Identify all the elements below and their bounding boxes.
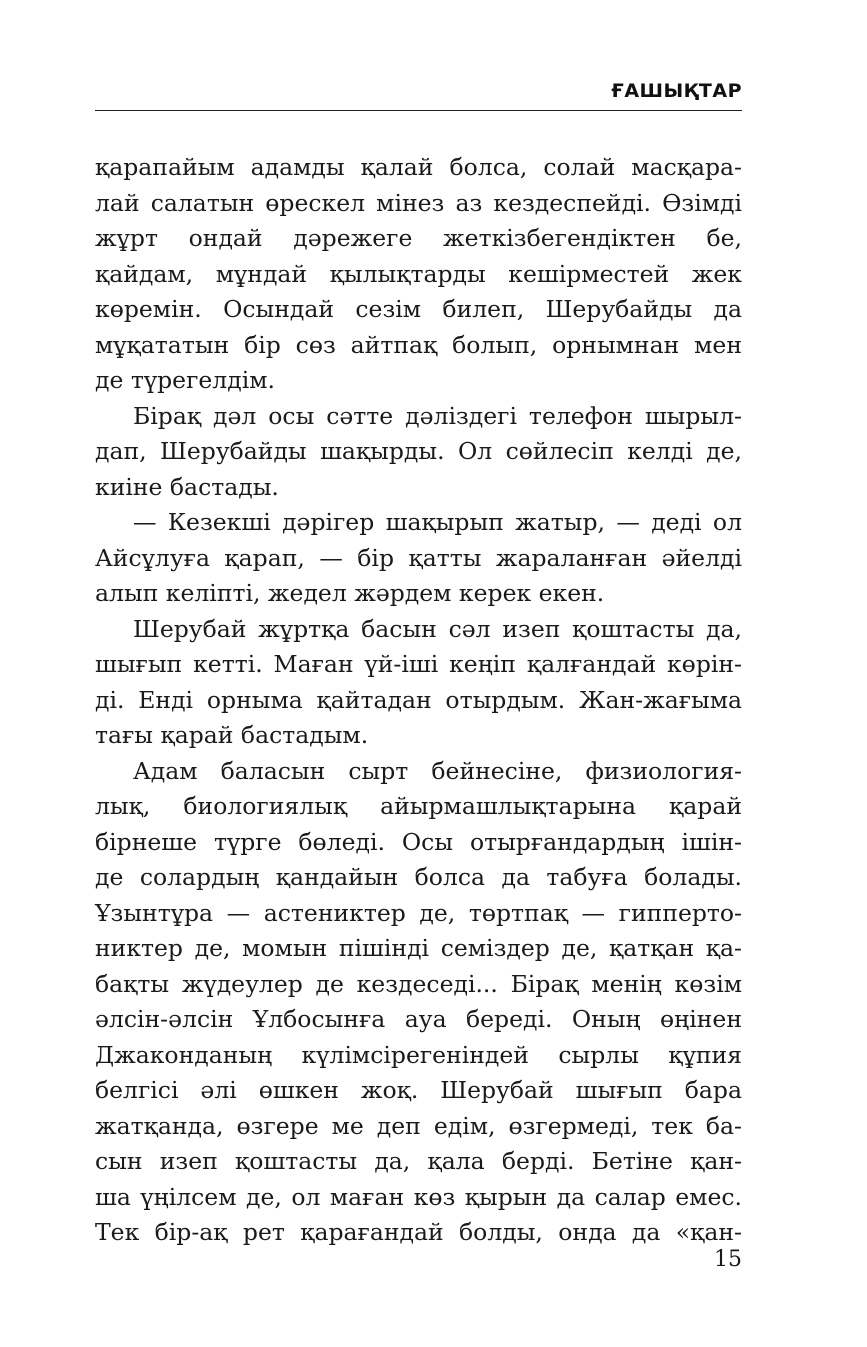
text-line: Джаконданың күлімсірегеніндей сырлы құпия — [95, 1040, 742, 1069]
header-rule — [95, 110, 742, 111]
text-line: ді. Енді орныма қайтадан отырдым. Жан-жағыма — [95, 685, 742, 714]
text-line: бақты жүдеулер де кездеседі... Бірақ менің көзім — [95, 969, 742, 998]
text-line: дап, Шерубайды шақырды. Ол сөйлесіп келді де, — [95, 437, 742, 465]
text-line: Ұзынтұра — астениктер де, төртпақ — гипперто- — [95, 898, 742, 927]
text-line: сын изеп қоштасты да, қала берді. Бетіне қан- — [95, 1147, 742, 1175]
text-line: Тек бір-ақ рет қарағандай болды, онда да «қан- — [95, 1218, 742, 1246]
body-text — [95, 150, 742, 1251]
text-line: әлсін-әлсін Ұлбосынға ауа береді. Оның өңінен — [95, 1005, 742, 1033]
text-line: — Кезекші дәрігер шақырып жатыр, — деді ол — [133, 508, 742, 536]
text-line: қайдам, мұндай қылықтарды кешірместей жек — [95, 259, 742, 288]
text-line: ша үңілсем де, ол маған көз қырын да салар емес. — [95, 1182, 742, 1211]
text-line: Айсұлуға қарап, — бір қатты жараланған әйелді — [95, 543, 742, 572]
running-head: ҒАШЫҚТАР — [611, 80, 742, 102]
text-line: бірнеше түрге бөледі. Осы отырғандардың ішін- — [95, 827, 742, 856]
text-line: Шерубай жұртқа басын сәл изеп қоштасты да, — [133, 614, 742, 643]
text-line: көремін. Осындай сезім билеп, Шерубайды да — [95, 295, 742, 323]
text-line: Бірақ дәл осы сәтте дәліздегі телефон шырыл- — [133, 401, 742, 430]
text-line: де солардың қандайын болса да табуға болады. — [95, 863, 742, 891]
text-line: алып келіпті, жедел жәрдем керек екен. — [95, 579, 605, 607]
text-line: шығып кетті. Маған үй-іші кеңіп қалғандай көрін- — [95, 650, 742, 678]
text-line: тағы қарай бастадым. — [95, 721, 369, 749]
text-line: жұрт ондай дәрежеге жеткізбегендіктен бе, — [95, 224, 742, 252]
text-line: Адам баласын сырт бейнесіне, физиология- — [133, 756, 742, 785]
text-line: лай салатын өрескел мінез аз кездеспейді. Өзімді — [95, 188, 742, 217]
text-line: киіне бастады. — [95, 472, 279, 501]
text-line: белгісі әлі өшкен жоқ. Шерубай шығып бара — [95, 1076, 742, 1104]
text-line: қарапайым адамды қалай болса, солай масқара- — [95, 153, 742, 181]
text-line: лық, биологиялық айырмашлықтарына қарай — [95, 792, 742, 820]
text-line: де түрегелдім. — [95, 366, 275, 394]
text-line: жатқанда, өзгере ме деп едім, өзгермеді, тек ба- — [95, 1111, 742, 1140]
text-line: мұқататын бір сөз айтпақ болып, орнымнан мен — [95, 330, 742, 359]
text-line: никтер де, момын пішінді семіздер де, қатқан қа- — [95, 934, 742, 962]
page-number: 15 — [714, 1247, 742, 1272]
